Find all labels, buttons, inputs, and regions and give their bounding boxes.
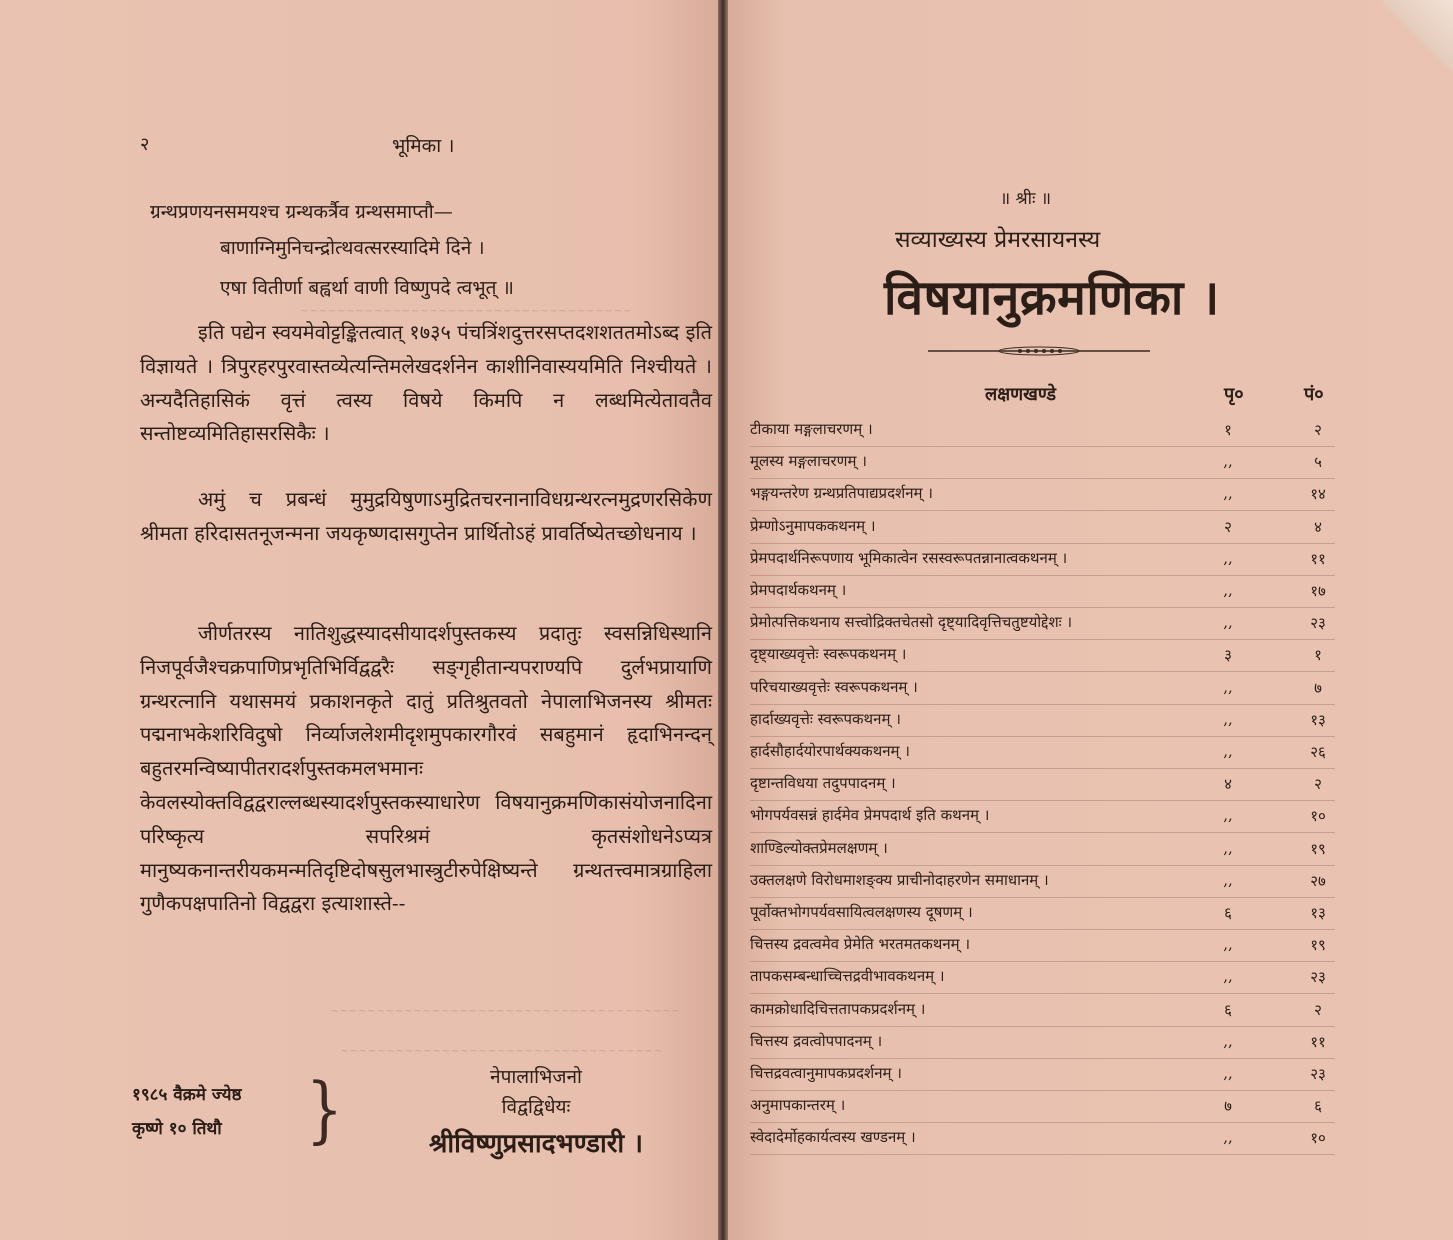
toc-page-number: ,, [1223, 1031, 1233, 1050]
toc-entry: प्रेमपदार्थनिरूपणाय भूमिकात्वेन रसस्वरूपतन्नानात्वकथनम् । [750, 548, 1068, 567]
toc-line-number: १९ [1310, 839, 1326, 858]
toc-line-number: ११ [1310, 549, 1326, 568]
toc-row [750, 833, 1335, 866]
toc-entry: पूर्वोक्तभोगपर्यवसायित्वलक्षणस्य दूषणम् । [750, 903, 973, 921]
toc-entry: प्रेमोत्पत्तिकथनाय सत्त्वोद्रिक्तचेतसो दृष्ट्यादिवृत्तिचतुष्टयोद्देशः । [750, 613, 1073, 632]
toc-page-number: ३ [1224, 646, 1232, 665]
date-block [132, 1078, 241, 1146]
toc-line-number: १९ [1310, 936, 1326, 955]
toc-page-number: ,, [1223, 1064, 1233, 1082]
toc-row [750, 543, 1335, 576]
toc-entry: मूलस्य मङ्गलाचरणम् । [750, 452, 867, 471]
date-line: १९८५ वैक्रमे ज्येष्ठ [132, 1085, 242, 1105]
toc-page-number: ,, [1223, 677, 1233, 696]
toc-line-number: ५ [1314, 453, 1322, 472]
toc-row [750, 929, 1335, 962]
toc-entry: परिचयाख्यवृत्तेः स्वरूपकथनम् । [750, 677, 918, 696]
toc-page-number: ,, [1223, 806, 1233, 825]
toc-entry: दृष्ट्याख्यवृत्तेः स्वरूपकथनम् । [750, 645, 907, 664]
toc-line-number: ७ [1314, 678, 1322, 697]
subtitle: सव्याख्यस्य प्रेमरसायनस्य [895, 227, 1101, 253]
toc-line-number: २ [1314, 775, 1322, 794]
toc-page-number: ,, [1223, 967, 1233, 986]
toc-row [750, 865, 1335, 898]
invocation: ॥ श्रीः ॥ [1000, 189, 1052, 209]
signature-line: विद्वद्विधेयः [501, 1096, 571, 1118]
toc-row [750, 768, 1335, 801]
signature-line: नेपालाभिजनो [490, 1066, 582, 1088]
toc-page-number: ,, [1223, 452, 1233, 471]
toc-row [750, 800, 1335, 833]
bleed-through-text: ~~~~~~~~~~~~~~~~~~~~~~~~~~~~~~~~~~~~ [300, 304, 632, 317]
toc-line-number: १ [1314, 646, 1322, 665]
toc-page-number: ,, [1223, 742, 1233, 760]
verse-intro: ग्रन्थप्रणयनसमयश्च ग्रन्थकर्त्रैव ग्रन्थसमाप्तौ— [150, 201, 453, 223]
toc-line-number: २ [1314, 421, 1322, 439]
toc-row [750, 575, 1335, 608]
toc-page-number: ,, [1223, 613, 1233, 632]
toc-page-number: ७ [1224, 1097, 1232, 1116]
toc-line-number: १० [1310, 807, 1326, 826]
toc-line-number: ११ [1310, 1032, 1326, 1051]
toc-row [750, 736, 1335, 769]
toc-row [750, 414, 1335, 447]
toc-line-number: १० [1310, 1129, 1326, 1148]
toc-entry: कामक्रोधादिचित्ततापकप्रदर्शनम् । [750, 999, 926, 1018]
paragraph: जीर्णतरस्य नातिशुद्धस्यादसीयादर्शपुस्तकस्य प्रदातुः स्वसन्निधिस्थानि निजपूर्वजैश्चक्रपाणिप्रभृतिभिर्विद्वद्वरैः सङ्गृहीतान्यपराण्यपि दुर्लभप्रायाणि ग्रन्थरत्नानि यथासमयं प्रकाशनकृते दातुं प्रतिश्रुतवतो नेपालाभिजनस्य श्रीमतः पद्मनाभकेशरिविदुषो निर्व्याजलेशमीदृशमुपकारगौरवं सबहुमानं हृदाभिनन्दन् बहुतरमन्विष्यापीतरादर्शपुस्तकमलभमानः केवलस्योक्तविद्वद्वराल्लब्धस्यादर्शपुस्तकस्याधारेण विषयानुक्रमणिकासंयोजनादिना परिष्कृत्य सपरिश्रमं कृतसंशोधनेऽप्यत्र मानुष्यकनान्तरीयकमन्मतिदृष्टिदोषसुलभास्त्रुटीरुपेक्षिष्यन्ते ग्रन्थतत्त्वमात्रग्राहिला गुणैकपक्षपातिनो विद्वद्वरा इत्याशास्ते-- [140, 621, 712, 916]
toc-page-number: ,, [1223, 870, 1233, 889]
section-heading: लक्षणखण्डे [985, 384, 1057, 405]
toc-entry: उक्तलक्षणे विरोधमाशङ्क्य प्राचीनोदाहरणेन समाधानम् । [750, 870, 1049, 889]
toc-entry: तापकसम्बन्धाच्चित्तद्रवीभावकथनम् । [750, 967, 945, 986]
toc-entry: स्वेदादेर्मोहकार्यत्वस्य खण्डनम् । [750, 1128, 916, 1147]
brace-icon: } [306, 1066, 343, 1152]
toc-entry: चित्तस्य द्रवत्वमेव प्रेमेति भरतमतकथनम् । [750, 935, 971, 954]
author-name: श्रीविष्णुप्रसादभण्डारी । [429, 1129, 643, 1159]
toc-line-number: २७ [1310, 871, 1326, 890]
toc-line-number: २३ [1310, 968, 1326, 987]
toc-row [750, 672, 1335, 705]
toc-page-number: ,, [1223, 548, 1233, 567]
toc-row [750, 1026, 1335, 1059]
running-header: भूमिका । [392, 135, 455, 157]
toc-entry: भङ्गयन्तरेण ग्रन्थप्रतिपाद्यप्रदर्शनम् । [750, 484, 933, 503]
toc-row [750, 639, 1335, 672]
toc-page-number: ४ [1224, 775, 1232, 794]
date-line: कृष्णे १० तिथौ [132, 1119, 222, 1139]
toc-page-number: ,, [1223, 484, 1233, 503]
paragraph: इति पद्येन स्वयमेवोट्टङ्कितत्वात् १७३५ पंचत्रिंशदुत्तरसप्तदशशततमोऽब्द इति विज्ञायते । त्रिपुरहरपुरवास्तव्येत्यन्तिमलेखदर्शनेन काशीनिवास्ययमिति निश्चीयते । अन्यदैतिहासिकं वृत्तं त्वस्य विषये किमपि न लब्धमित्येतावतैव सन्तोष्टव्यमितिहासरसिकैः । [140, 320, 712, 446]
toc-line-number: १३ [1310, 710, 1326, 729]
toc-page-number: ,, [1223, 838, 1233, 857]
toc-row [750, 704, 1335, 737]
toc-line-number: २३ [1310, 614, 1326, 633]
toc-entry: प्रेमपदार्थकथनम् । [750, 581, 847, 599]
verse-line: बाणाग्निमुनिचन्द्रोत्थवत्सरस्यादिमे दिने । [220, 237, 485, 259]
toc-page-number: १ [1224, 421, 1232, 439]
page-number: २ [140, 134, 150, 155]
signature-block [386, 1062, 686, 1166]
ornament-divider-icon [928, 344, 1150, 358]
verse-line: एषा वितीर्णा बह्वर्था वाणी विष्णुपदे त्वभूत् ॥ [220, 277, 514, 299]
toc-entry: टीकाया मङ्गलाचरणम् । [750, 420, 873, 438]
page-title: विषयानुक्रमणिका । [884, 270, 1220, 326]
toc-row [750, 478, 1335, 511]
toc-line-number: ६ [1314, 1097, 1322, 1116]
toc-row [750, 1058, 1335, 1091]
bleed-through-text: ~~~~~~~~~~~~~~~~~~~~~~~~~~~~~~~~~~~ [340, 1044, 663, 1057]
toc-row [750, 1090, 1335, 1123]
toc-line-number: १७ [1310, 582, 1326, 600]
column-header-line: पं० [1304, 384, 1324, 405]
toc-entry: चित्तद्रवत्वानुमापकप्रदर्शनम् । [750, 1064, 902, 1082]
toc-line-number: १३ [1310, 904, 1326, 922]
toc-row [750, 511, 1335, 544]
book-gutter [718, 0, 728, 1240]
toc-line-number: १४ [1310, 485, 1326, 504]
toc-page-number: ,, [1223, 1128, 1233, 1147]
toc-page-number: ६ [1224, 904, 1232, 922]
toc-row [750, 607, 1335, 640]
toc-entry: चित्तस्य द्रवत्वोपपादनम् । [750, 1031, 883, 1050]
toc-page-number: ,, [1223, 935, 1233, 954]
paragraph: अमुं च प्रबन्धं मुमुद्रयिषुणाऽमुद्रितचरनानाविधग्रन्थरत्नमुद्रणरसिकेण श्रीमता हरिदासतनूजन्मना जयकृष्णदासगुप्तेन प्रार्थितोऽहं प्रावर्तिष्येतच्छोधनाय । [140, 487, 712, 545]
toc-page-number: ,, [1223, 581, 1233, 599]
toc-row [750, 897, 1335, 930]
toc-entry: हार्दसौहार्दयोरपार्थक्यकथनम् । [750, 742, 910, 760]
toc-entry: दृष्टान्तविधया तदुपपादनम् । [750, 774, 896, 793]
toc-row [750, 961, 1335, 994]
toc-entry: अनुमापकान्तरम् । [750, 1096, 846, 1115]
toc-page-number: ६ [1224, 1000, 1232, 1019]
toc-entry: शाण्डिल्योक्तप्रेमलक्षणम् । [750, 838, 888, 857]
folded-page-corner [1383, 0, 1453, 90]
toc-entry: प्रेम्णोऽनुमापककथनम् । [750, 516, 876, 535]
toc-entry: भोगपर्यवसन्नं हार्दमेव प्रेमपदार्थ इति कथनम् । [750, 806, 990, 825]
toc-line-number: २३ [1310, 1065, 1326, 1083]
toc-page-number: ,, [1223, 709, 1233, 728]
toc-page-number: २ [1224, 517, 1232, 536]
toc-row [750, 446, 1335, 479]
toc-line-number: २ [1314, 1000, 1322, 1019]
toc-line-number: २६ [1310, 743, 1326, 761]
toc-line-number: ४ [1314, 517, 1322, 536]
bleed-through-text: ~~~~~~~~~~~~~~~~~~~~~~~~~~~~~~~~~~~~~~ [330, 1004, 681, 1017]
toc-row [750, 994, 1335, 1027]
toc-row [750, 1122, 1335, 1155]
column-header-page: पृ० [1224, 384, 1244, 405]
toc-entry: हार्दाख्यवृत्तेः स्वरूपकथनम् । [750, 709, 901, 728]
